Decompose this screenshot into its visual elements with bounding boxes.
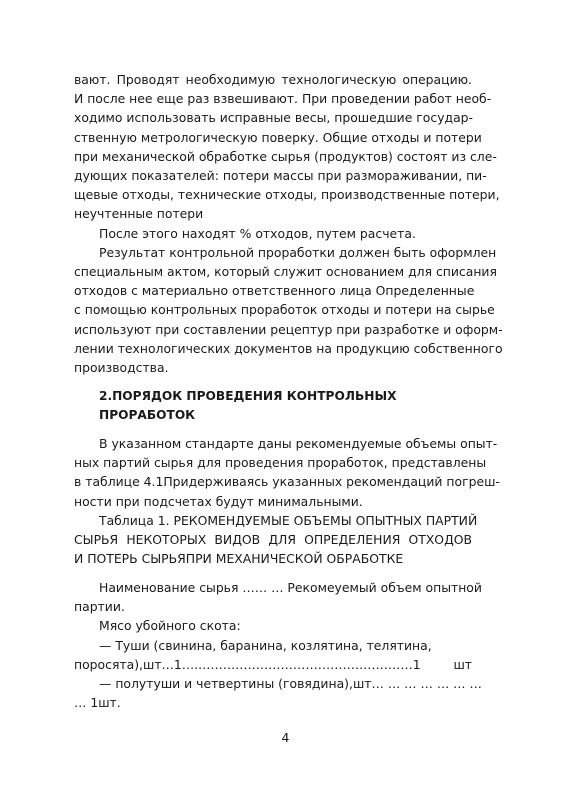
table-text-line: — Туши (свинина, баранина, козлятина, телятина, [99, 637, 432, 653]
section-text-line: ных партий сырья для проведения проработок, представлены [74, 455, 487, 471]
table-text-line: поросята),шт…1…..……………………………………………1 шт [74, 656, 472, 672]
body-text-line: вают. Проводят необходимую технологическую операцию. [74, 72, 472, 87]
table-text-line: Наименование сырья …… … Рекомеуемый объем опытной [99, 580, 482, 595]
body-text-line: специальным актом, который служит основанием для списания [74, 264, 497, 279]
body-text-line: И после нее еще раз взвешивают. При проведении работ необ- [74, 91, 492, 107]
table-text-line: Мясо убойного скота: [99, 618, 241, 634]
page-number: 4 [281, 730, 290, 745]
body-text-line: Результат контрольной проработки должен быть оформлен [99, 244, 497, 260]
section-heading-line: 2.ПОРЯДОК ПРОВЕДЕНИЯ КОНТРОЛЬНЫХ [99, 389, 397, 403]
body-text-line: производства. [74, 360, 169, 375]
table-text-line: … 1шт. [74, 695, 121, 711]
body-text-line: с помощью контрольных проработок отходы и потери на сырье [74, 302, 495, 318]
body-text-line: используют при составлении рецептур при разработке и оформ- [74, 321, 503, 337]
body-text-line: отходов с материально ответственного лица Определенные [74, 283, 475, 299]
section-text-line: И ПОТЕРЬ СЫРЬЯПРИ МЕХАНИЧЕСКОЙ ОБРАБОТКЕ [74, 551, 404, 567]
body-text-line: После этого находят % отходов, путем расчета. [99, 225, 416, 241]
body-text-line: щевые отходы, технические отходы, производственные потери, [74, 187, 500, 203]
body-text-line: ходимо использовать исправные весы, прошедшие государ- [74, 110, 474, 126]
body-text-line: неучтенные потери [74, 206, 204, 222]
body-text-line: при механической обработке сырья (продуктов) состоят из сле- [74, 148, 497, 164]
section-text-line: ности при подсчетах будут минимальными. [74, 493, 363, 509]
section-text-line: в таблице 4.1Придерживаясь указанных рекомендаций погреш- [74, 474, 500, 490]
body-text-line: дующих показателей: потери массы при размораживании, пи- [74, 168, 487, 183]
table-text-line: партии. [74, 599, 125, 615]
table-text-line: — полутуши и четвертины (говядина),шт… … … … … … … [99, 676, 482, 691]
section-text-line: В указанном стандарте даны рекомендуемые объемы опыт- [99, 436, 498, 451]
section-heading-line: ПРОРАБОТОК [99, 407, 196, 422]
body-text-line: ственную метрологическую поверку. Общие отходы и потери [74, 129, 482, 145]
section-text-line: Таблица 1. РЕКОМЕНДУЕМЫЕ ОБЪЕМЫ ОПЫТНЫХ ПАРТИЙ [99, 512, 478, 528]
body-text-line: лении технологических документов на продукцию собственного [74, 340, 503, 356]
section-text-line: СЫРЬЯ НЕКОТОРЫХ ВИДОВ ДЛЯ ОПРЕДЕЛЕНИЯ ОТХОДОВ [74, 532, 472, 547]
